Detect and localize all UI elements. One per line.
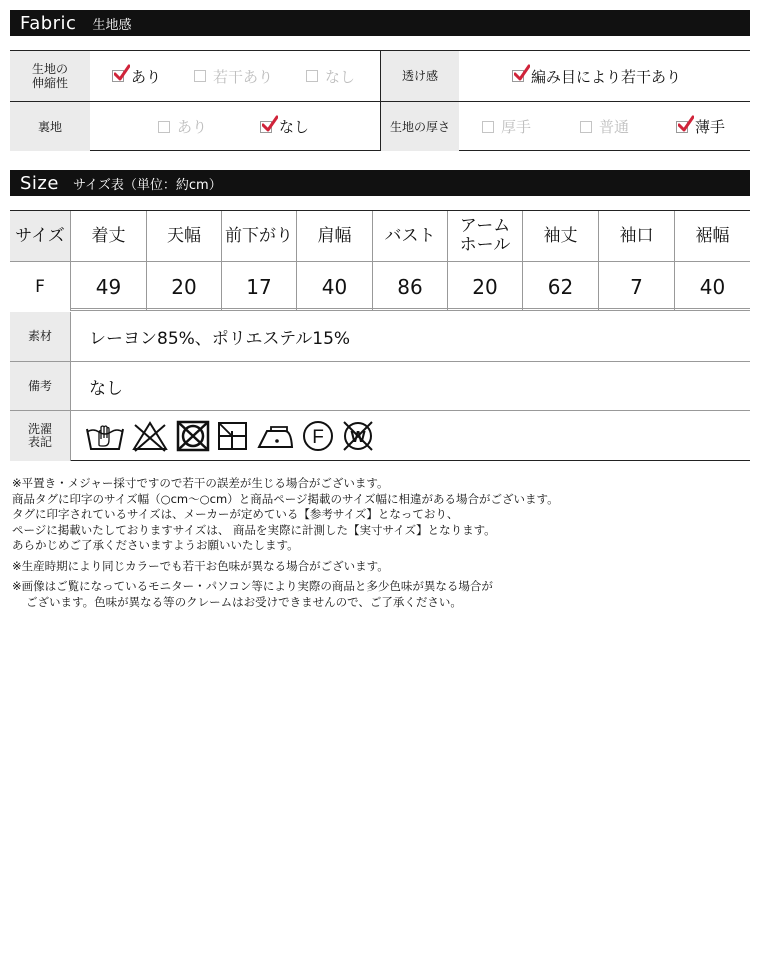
checkbox-empty-icon — [194, 70, 206, 82]
lining-option-no[interactable] — [260, 102, 309, 151]
size-value-row — [10, 261, 750, 311]
thickness-option-thin-label: 薄手 — [695, 118, 726, 136]
thickness-option-thick-label: 厚手 — [501, 118, 532, 136]
note-line: ※生産時期により同じカラーでも若干お色味が異なる場合がございます。 — [12, 558, 389, 573]
size-value-cell: 40 — [296, 262, 372, 311]
material-label: 素材 — [10, 312, 70, 361]
size-header-cell: 着丈 — [70, 211, 146, 261]
checkbox-checked-icon — [260, 121, 272, 133]
material-value: レーヨン85%、ポリエステル15% — [70, 312, 750, 361]
size-value-cell: F — [10, 262, 70, 311]
checkbox-empty-icon — [306, 70, 318, 82]
stretch-option-yes[interactable] — [112, 51, 161, 101]
size-value-cell: 20 — [146, 262, 221, 311]
sheer-option-label: 編み目により若干あり — [531, 67, 682, 86]
stretch-option-slight-label: 若干あり — [213, 67, 274, 86]
fabric-row-1 — [10, 51, 750, 101]
stretch-option-no[interactable] — [306, 51, 355, 101]
care-row — [10, 410, 750, 461]
lining-option-yes[interactable] — [158, 102, 207, 151]
size-value-cell: 49 — [70, 262, 146, 311]
hand-wash-icon — [85, 419, 125, 453]
svg-text:W: W — [350, 429, 366, 446]
thickness-option-normal[interactable] — [580, 102, 629, 151]
stretch-label-line1: 生地の — [31, 62, 68, 76]
care-label — [10, 411, 70, 461]
notes — [12, 476, 748, 610]
fabric-title-en: Fabric — [20, 12, 77, 34]
size-header-cell: バスト — [372, 211, 447, 261]
remarks-row — [10, 361, 750, 410]
sheer-label: 透け感 — [381, 51, 459, 101]
size-value-cell: 40 — [674, 262, 750, 311]
fabric-table — [10, 50, 750, 151]
care-icons — [70, 411, 750, 461]
fabric-row-2 — [10, 101, 750, 151]
lining-option-no-label: なし — [279, 118, 310, 136]
size-header-cell: 袖口 — [598, 211, 674, 261]
remarks-label: 備考 — [10, 362, 70, 410]
checkbox-empty-icon — [482, 121, 494, 133]
fabric-title-jp: 生地感 — [92, 17, 132, 33]
note-line: タグに印字されているサイズは、メーカーが定めている【参考サイズ】となっており、 — [12, 507, 459, 521]
stretch-label-line2: 伸縮性 — [31, 76, 68, 90]
thickness-option-normal-label: 普通 — [599, 118, 630, 136]
lining-option-yes-label: あり — [177, 118, 208, 136]
checkbox-checked-icon — [676, 121, 688, 133]
remarks-value: なし — [70, 362, 750, 410]
lining-label: 裏地 — [10, 102, 90, 151]
size-header-cell: アーム ホール — [447, 211, 522, 261]
size-header-cell: 肩幅 — [296, 211, 372, 261]
size-header-row — [10, 211, 750, 261]
info-table — [10, 312, 750, 461]
care-label-line1: 洗濯 — [27, 422, 52, 436]
size-value-cell: 86 — [372, 262, 447, 311]
checkbox-empty-icon — [580, 121, 592, 133]
note-line: ※画像はご覧になっているモニター・パソコン等により実際の商品と多少色味が異なる場合が — [12, 579, 493, 593]
care-label-line2: 表記 — [27, 435, 52, 449]
size-title-en: Size — [20, 172, 59, 194]
no-wet-clean-icon — [341, 419, 375, 453]
stretch-option-no-label: なし — [325, 67, 356, 86]
size-title-jp: サイズ表（単位：約cm） — [72, 177, 222, 193]
note-line: ページに掲載いたしておりますサイズは、 商品を実際に計測した【実寸サイズ】となります。 — [12, 522, 496, 537]
no-bleach-icon — [131, 419, 169, 453]
line-dry-shade-icon — [217, 419, 249, 453]
note-line: あらかじめご了承くださいますようお願いいたします。 — [12, 538, 299, 552]
note-line: ございます。色味が異なる等のクレームはお受けできませんので、ご了承ください。 — [26, 594, 462, 609]
size-value-cell: 20 — [447, 262, 522, 311]
dry-clean-f-icon — [301, 419, 335, 453]
size-header-cell: サイズ — [10, 211, 70, 261]
fabric-header-bar — [10, 10, 750, 36]
thickness-label: 生地の厚さ — [381, 102, 459, 151]
stretch-option-yes-label: あり — [131, 67, 162, 86]
size-header-bar — [10, 170, 750, 196]
size-value-cell: 7 — [598, 262, 674, 311]
size-value-cell: 62 — [522, 262, 598, 311]
thickness-option-thin[interactable] — [676, 102, 725, 151]
sheer-option[interactable] — [512, 51, 681, 101]
size-header-cell: 袖丈 — [522, 211, 598, 261]
checkbox-checked-icon — [112, 70, 124, 82]
size-header-cell: 前下がり — [221, 211, 296, 261]
svg-text:F: F — [312, 427, 324, 448]
size-header-cell: 裾幅 — [674, 211, 750, 261]
note-line: ※平置き・メジャー採寸ですので若干の誤差が生じる場合がございます。 — [12, 476, 389, 490]
note-line: 商品タグに印字のサイズ幅（○cm～○cm）と商品ページ掲載のサイズ幅に相違がある場合がございます。 — [12, 491, 559, 506]
material-row — [10, 312, 750, 361]
size-value-cell: 17 — [221, 262, 296, 311]
no-tumble-dry-icon — [175, 419, 211, 453]
size-table — [10, 210, 750, 311]
checkbox-checked-icon — [512, 70, 524, 82]
size-header-cell: 天幅 — [146, 211, 221, 261]
stretch-option-slight[interactable] — [194, 51, 273, 101]
thickness-option-thick[interactable] — [482, 102, 531, 151]
iron-low-icon — [255, 419, 295, 453]
checkbox-empty-icon — [158, 121, 170, 133]
stretch-label — [10, 51, 90, 101]
